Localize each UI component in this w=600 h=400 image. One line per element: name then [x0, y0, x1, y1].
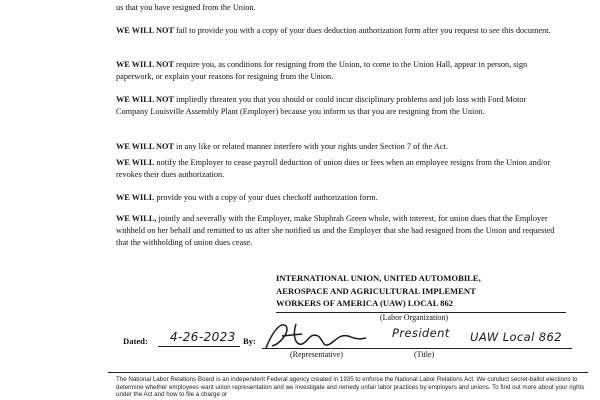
paragraph-top-fragment: us that you have resigned from the Union. — [116, 3, 256, 12]
union-name-line: WORKERS OF AMERICA (UAW) LOCAL 862 — [276, 298, 454, 309]
paragraph-lead: WE WILL NOT — [116, 60, 174, 69]
paragraph-body: impliedly threaten you that you should or could incur disciplinary problems and job loss with Ford Motor Company Louisville Assembly Plant (Employer) because you inform us that you are resigning from the Union. — [116, 95, 527, 116]
paragraph-union-hall — [116, 59, 556, 83]
paragraph-lead: WE WILL NOT — [116, 26, 174, 35]
paragraph-lead: WE WILL NOT — [116, 142, 174, 151]
representative-line — [262, 348, 572, 349]
paragraph-body: provide you with a copy of your dues checkoff authorization form. — [154, 193, 378, 202]
paragraph-notify-employer — [116, 157, 556, 181]
dated-label: Dated: — [123, 336, 148, 346]
handwritten-title: President — [392, 326, 450, 340]
paragraph-lead: WE WILL, — [116, 214, 157, 223]
union-name-line: INTERNATIONAL UNION, UNITED AUTOMOBILE, — [276, 273, 481, 283]
paragraph-make-whole — [116, 213, 556, 248]
handwritten-date: 4-26-2023 — [170, 330, 236, 344]
paragraph-section7 — [116, 141, 556, 153]
handwritten-local: UAW Local 862 — [470, 330, 562, 344]
paragraph-checkoff-form — [116, 192, 556, 204]
representative-label: (Representative) — [290, 350, 343, 359]
by-label: By: — [243, 336, 256, 346]
union-name-line: AEROSPACE AND AGRICULTURAL IMPLEMENT — [276, 285, 476, 296]
date-line — [158, 346, 240, 347]
union-name-block — [276, 272, 576, 310]
paragraph-body: require you, as conditions for resigning from the Union, to come to the Union Hall, appear in person, sign paperwork, or explain your reasons for resigning from the Union. — [116, 60, 528, 81]
paragraph-lead: WE WILL NOT — [116, 95, 174, 104]
paragraph-threaten — [116, 94, 556, 118]
footer-rule — [108, 372, 588, 373]
paragraph-body: fail to provide you with a copy of your dues deduction authorization form after you request to see this document. — [173, 26, 551, 35]
title-label: (Title) — [414, 350, 435, 359]
nlrb-footer-text: The National Labor Relations Board is an independent Federal agency created in 1935 to enforce the National Labor Relations Act. We conduct secret-ballot elections to determine whether employees want union representation and we investigate and remedy unfair labor practices by employers and unions. To find out more about your rights under the Act and how to file a charge or — [116, 376, 585, 399]
paragraph-body: jointly and severally with the Employer, make Shiphrah Green whole, with interest, for union dues that the Employer withheld on her behalf and remitted to us after she notified us and the Employer that she had resigned from the Union and requested that the withholding of union dues cease. — [116, 214, 555, 247]
paragraph-lead: WE WILL — [116, 158, 155, 167]
paragraph-body: notify the Employer to cease payroll deduction of union dues or fees when an employee resigns from the Union and/or revokes their dues authorization. — [116, 158, 551, 179]
labor-org-label: (Labor Organization) — [380, 313, 449, 322]
paragraph-body: in any like or related manner interfere with your rights under Section 7 of the Act. — [173, 142, 448, 151]
paragraph-dues-form — [116, 25, 556, 37]
paragraph-lead: WE WILL — [116, 193, 155, 202]
